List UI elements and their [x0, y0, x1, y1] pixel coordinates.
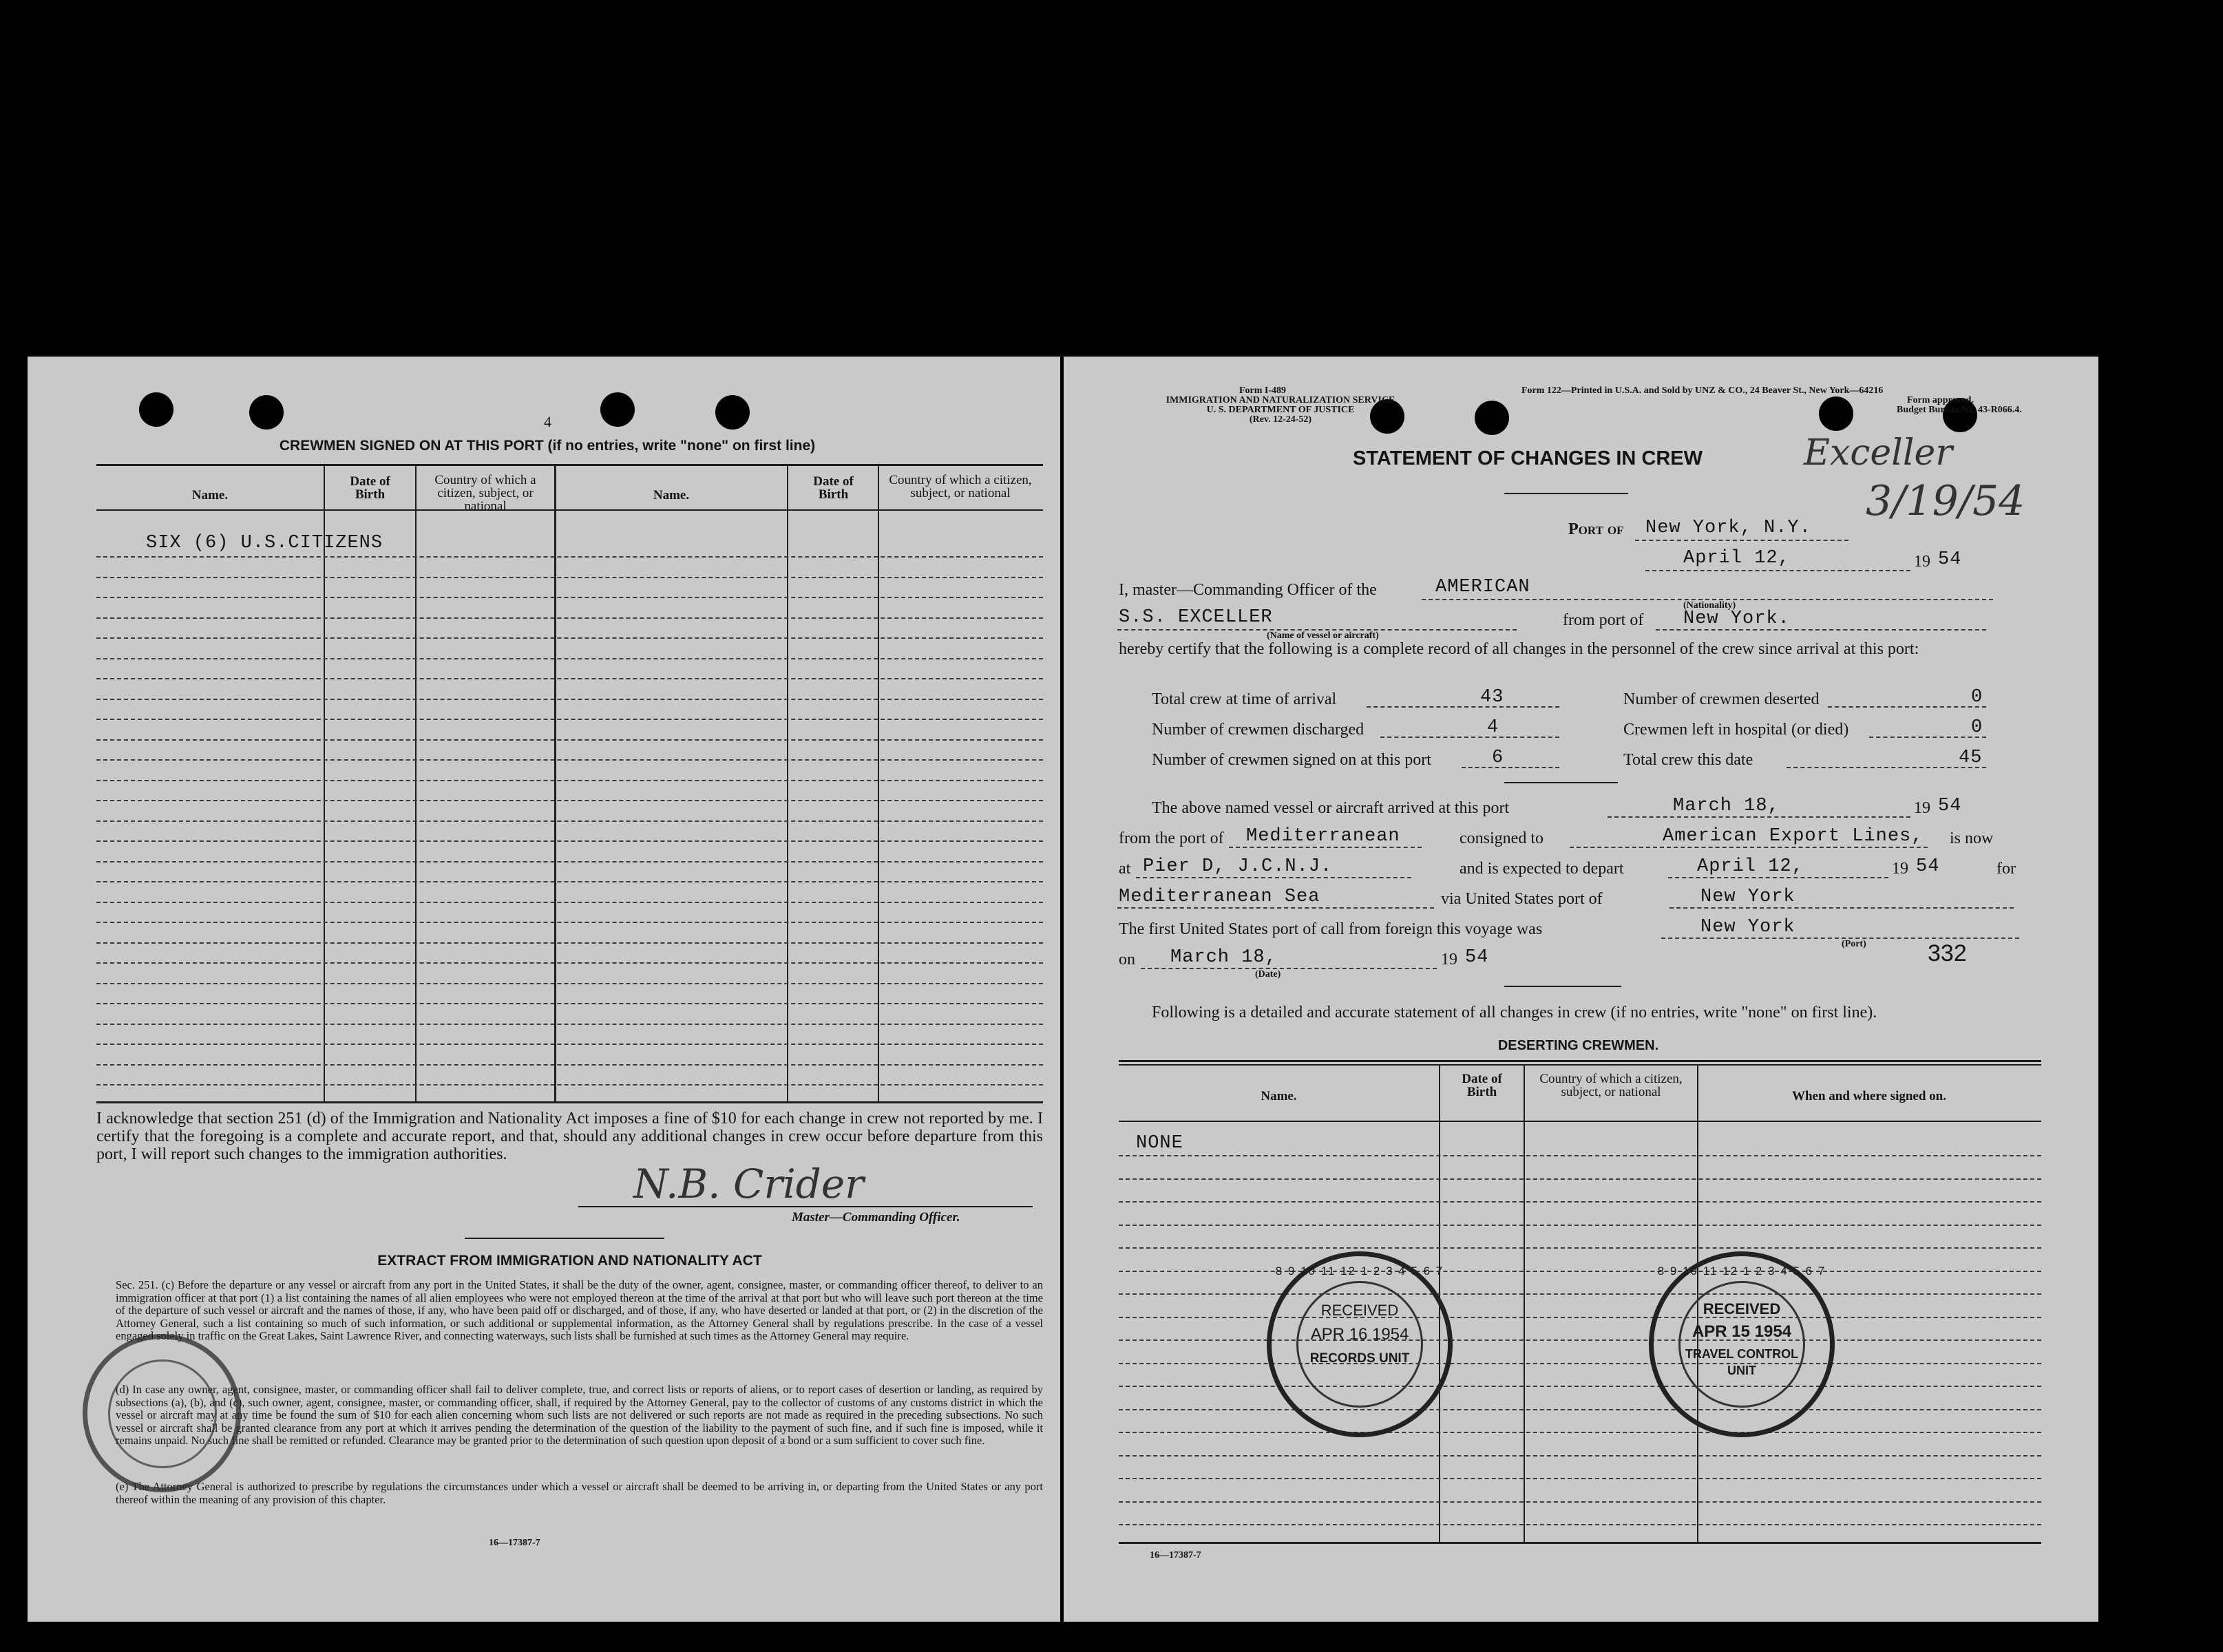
fill-line [1668, 877, 1888, 878]
depart-year: 54 [1916, 856, 1940, 877]
fill-line [1656, 629, 1986, 631]
arrived-value: March 18, [1673, 796, 1780, 816]
signature-caption: Master—Commanding Officer. [792, 1210, 960, 1225]
received-stamp-travel-control [1649, 1251, 1835, 1437]
fill-line [1462, 767, 1559, 768]
stamp-ring: 8 9 10 11 12 1 2 3 4 5 6 7 [1657, 1264, 1826, 1278]
year-prefix: 19 [1892, 860, 1908, 878]
count-label: Crewmen left in hospital (or died) [1623, 721, 1849, 739]
col-header-dob: Date of Birth [813, 474, 854, 502]
table-rule [1119, 1542, 2041, 1544]
row-rule [96, 820, 1043, 822]
is-now-label: is now [1950, 829, 1994, 847]
row-rule [1119, 1155, 2041, 1156]
divider [1504, 782, 1618, 783]
col-header-country: Country of which a citizen, subject, or national [889, 473, 1032, 500]
fill-line [1828, 706, 1986, 708]
on-value: March 18, [1170, 947, 1277, 968]
col-header-name: Name. [1261, 1089, 1297, 1103]
count-label: Number of crewmen signed on at this port [1152, 751, 1431, 769]
row-rule [1119, 1524, 2041, 1525]
fill-line [1669, 907, 2014, 909]
count-value: 6 [1492, 748, 1504, 768]
row-rule [1119, 1178, 2041, 1180]
signature-line [578, 1206, 1033, 1207]
agency-line: U. S. DEPARTMENT OF JUSTICE [1206, 405, 1355, 415]
left-page [28, 357, 1060, 1622]
count-label: Total crew at time of arrival [1152, 690, 1337, 708]
handwritten-vessel-name: Exceller [1804, 432, 1953, 474]
row-rule [96, 658, 1043, 659]
row-rule [96, 840, 1043, 842]
count-label: Total crew this date [1623, 751, 1753, 769]
form-code: 16—17387-7 [1150, 1550, 1201, 1560]
row-rule [1119, 1271, 2041, 1272]
arrived-year: 54 [1938, 796, 1962, 816]
row-rule [96, 739, 1043, 741]
row-rule [1119, 1432, 2041, 1433]
stamp-line: RECORDS UNIT [1309, 1351, 1410, 1366]
handwritten-date: 3/19/54 [1866, 477, 2025, 525]
table-rule [1524, 1064, 1525, 1542]
table-rule [554, 464, 556, 1101]
agency-line: IMMIGRATION AND NATURALIZATION SERVICE [1166, 395, 1395, 405]
row-rule [96, 617, 1043, 619]
fill-line [1645, 570, 1910, 571]
form-id: Form I-489 [1239, 385, 1287, 396]
fill-line [1570, 847, 1928, 848]
row-rule [1119, 1455, 2041, 1457]
date-value: April 12, [1683, 548, 1790, 569]
row-rule [96, 902, 1043, 903]
stamp-line: TRAVEL CONTROL [1685, 1347, 1799, 1361]
at-label: at [1119, 860, 1131, 878]
row-rule [96, 637, 1043, 639]
master-label: I, master—Commanding Officer of the [1119, 581, 1377, 599]
from-port-value: New York. [1683, 608, 1790, 629]
year-prefix: 19 [1914, 553, 1930, 571]
row-rule [96, 1024, 1043, 1025]
row-rule [1119, 1478, 2041, 1479]
printer-line: Form 122—Printed in U.S.A. and Sold by UNZ & CO., 24 Beaver St., New York—64216 [1521, 385, 1884, 396]
port-label: Port of [1568, 520, 1624, 538]
count-value: 0 [1971, 687, 1983, 708]
row-rule [96, 780, 1043, 781]
budget-line: Budget Bureau No. 43-R066.4. [1897, 405, 2022, 415]
via-label: via United States port of [1441, 890, 1603, 908]
row-rule [96, 1003, 1043, 1004]
count-label: Number of crewmen discharged [1152, 721, 1365, 739]
row-rule [1119, 1409, 2041, 1410]
row-rule [1119, 1201, 2041, 1203]
extract-title: EXTRACT FROM IMMIGRATION AND NATIONALITY ACT [377, 1253, 762, 1269]
row-rule [96, 983, 1043, 984]
following-text: Following is a detailed and accurate statement of all changes in crew (if no entries, write "none" on first line). [1152, 1004, 1877, 1021]
row-rule [1119, 1501, 2041, 1503]
row-rule [1119, 1363, 2041, 1364]
vessel-caption: (Name of vessel or aircraft) [1267, 631, 1379, 641]
extract-paragraph: (e) The Attorney General is authorized to prescribe by regulations the circumstances under which a vessel or aircraft shall be deemed to be arriving in, or departing from the United States or any port thereof within the meaning of any provision of this chapter. [116, 1480, 1043, 1506]
via-value: New York [1700, 887, 1795, 907]
year-prefix: 19 [1914, 799, 1930, 817]
row-rule [96, 881, 1043, 882]
stamp-ring: 8 9 10 11 12 1 2 3 4 5 6 7 [1275, 1264, 1444, 1278]
fill-line [1117, 907, 1434, 909]
master-signature: N.B. Crider [633, 1161, 864, 1207]
port-value: New York, N.Y. [1645, 518, 1811, 538]
right-page [1064, 357, 2098, 1622]
row-rule [96, 759, 1043, 761]
extract-paragraph: (d) In case any owner, agent, consignee, master, or commanding officer shall fail to deliver complete, true, and correct lists or reports of aliens, or to report cases of desertion or landing, as required by subsections (a), (b), and (c), such owner, agent, consignee, master, or commanding officer, shall, if required by the Attorney General, pay to the collector of customs of any customs district in which the vessel or aircraft may at any time be found the sum of $10 for each alien concerning whom such lists are not delivered or such reports are not made as required in the preceding subsections. No such vessel or aircraft shall be granted clearance from any port at which it arrives pending the determination of the question of the liability to the payment of such fine, and if such fine is imposed, while it remains unpaid. No such fine shall be remitted or refunded. Clearance may be granted prior to the determination of such question upon deposit of a bond or a sum sufficient to cover such fine. [116, 1383, 1043, 1447]
from-port-of-value: Mediterranean [1246, 826, 1400, 847]
count-value: 4 [1487, 717, 1499, 738]
year-value: 54 [1938, 549, 1962, 570]
row-rule [1119, 1247, 2041, 1249]
col-header-when-where: When and where signed on. [1791, 1089, 1946, 1103]
form-code: 16—17387-7 [489, 1538, 540, 1548]
row-rule [96, 942, 1043, 944]
col-header-country: Country of which a citizen, subject, or national [434, 473, 536, 513]
divider [1504, 986, 1621, 987]
fill-line [1787, 767, 1986, 768]
stamp-line: RECEIVED [1703, 1300, 1781, 1317]
on-label: on [1119, 951, 1135, 968]
table-row: NONE [1136, 1133, 1183, 1154]
row-rule [96, 597, 1043, 598]
row-rule [1119, 1317, 2041, 1318]
stamp-line: RECEIVED [1320, 1302, 1399, 1319]
row-rule [96, 1044, 1043, 1045]
table-rule [787, 464, 788, 1101]
row-rule [96, 861, 1043, 862]
count-value: 43 [1480, 687, 1504, 708]
destination-value: Mediterranean Sea [1119, 887, 1320, 907]
table-rule [1119, 1060, 2041, 1062]
table-rule [324, 464, 325, 1101]
row-rule [96, 577, 1043, 578]
nationality-value: AMERICAN [1435, 577, 1530, 597]
agency-line: (Rev. 12-24-52) [1249, 414, 1312, 425]
fill-line [1635, 540, 1848, 541]
stamp-line: APR 16 1954 [1310, 1325, 1409, 1344]
punch-hole [139, 392, 173, 427]
count-value: 45 [1959, 748, 1983, 768]
code-332: 332 [1928, 940, 1967, 966]
received-stamp-records-unit [1267, 1251, 1453, 1437]
year-prefix: 19 [1441, 951, 1457, 968]
divider [465, 1238, 664, 1239]
table-rule [415, 464, 417, 1101]
col-header-dob: Date of Birth [350, 474, 390, 502]
first-port-label: The first United States port of call from foreign this voyage was [1119, 920, 1543, 938]
col-header-dob: Date of Birth [1462, 1072, 1502, 1099]
stamp-line: UNIT [1727, 1364, 1756, 1377]
fill-line [1661, 938, 2019, 939]
col-header-name: Name. [653, 488, 690, 502]
col-header-country: Country of which a citizen, subject, or national [1539, 1072, 1683, 1099]
table-rule [96, 464, 1043, 466]
row-rule [1119, 1293, 2041, 1295]
deserting-title: DESERTING CREWMEN. [1497, 1038, 1659, 1053]
row-rule [96, 800, 1043, 801]
row-rule [96, 962, 1043, 964]
budget-line: Form approved. [1907, 395, 1974, 405]
page-number: 4 [544, 413, 551, 430]
punch-hole [600, 392, 635, 427]
table-rule [96, 509, 1043, 511]
crewmen-signed-on-title: CREWMEN SIGNED ON AT THIS PORT (if no entries, write "none" on first line) [279, 438, 816, 454]
date-caption: (Date) [1255, 969, 1281, 979]
port-caption: (Port) [1842, 939, 1866, 949]
fill-line [1229, 847, 1422, 848]
on-year: 54 [1465, 947, 1489, 968]
table-rule [878, 464, 879, 1101]
acknowledgement-text: I acknowledge that section 251 (d) of the Immigration and Nationality Act imposes a fine of $10 for each change in crew not reported by me. I certify that the foregoing is a complete and accurate report, and that, should any additional changes in crew occur before departure from this port, I will report such changes to the immigration authorities. [96, 1110, 1043, 1163]
punch-hole [715, 395, 750, 430]
at-value: Pier D, J.C.N.J. [1143, 856, 1333, 877]
row-rule [1119, 1225, 2041, 1226]
fill-line [1869, 737, 1986, 738]
table-rule [1119, 1121, 2041, 1122]
from-port-label: from port of [1563, 611, 1644, 629]
for-label: for [1997, 860, 2016, 878]
from-port-of-label: from the port of [1119, 829, 1224, 847]
form-title: STATEMENT OF CHANGES IN CREW [1353, 447, 1703, 469]
certify-text: hereby certify that the following is a complete record of all changes in the personnel of the crew since arrival at this port: [1119, 640, 1919, 658]
first-port-value: New York [1700, 917, 1795, 938]
depart-value: April 12, [1697, 856, 1804, 877]
row-rule [96, 719, 1043, 720]
punch-hole [1819, 396, 1853, 431]
row-rule [1119, 1339, 2041, 1341]
divider [1504, 493, 1628, 494]
stamp-line: APR 15 1954 [1692, 1322, 1792, 1341]
row-rule [1119, 1386, 2041, 1387]
extract-paragraph: Sec. 251. (c) Before the departure or any vessel or aircraft from any port in the United States, it shall be the duty of the owner, agent, consignee, master, or commanding officer thereof, to deliver to an immigration officer at that port (1) a list containing the names of all alien employees who were not employed thereon at the time of the arrival at that port but who will leave such port thereon at the time of the departure of such vessel or aircraft and the names of those, if any, who have been paid off or discharged, and of those, if any, who have deserted or landed at that port, or (2) in the discretion of the Attorney General, such a list containing so much of such information, or such additional or supplemental information, as the Attorney General shall by regulations prescribe. In the case of a vessel engaged solely in traffic on the Great Lakes, Saint Lawrence River, and connecting waterways, such lists shall be furnished at such times as the Attorney General may require. [116, 1278, 1043, 1342]
table-rule [1119, 1064, 2041, 1066]
consigned-label: consigned to [1460, 829, 1544, 847]
fill-line [1380, 737, 1559, 738]
depart-label: and is expected to depart [1460, 860, 1624, 878]
col-header-name: Name. [191, 488, 229, 502]
fill-line [1136, 877, 1411, 878]
consigned-value: American Export Lines, [1663, 826, 1924, 847]
row-rule [96, 699, 1043, 700]
arrived-label: The above named vessel or aircraft arrived at this port [1152, 799, 1510, 817]
punch-hole [249, 395, 284, 430]
table-rule [96, 1101, 1043, 1103]
row-rule [96, 556, 1043, 558]
fill-line [1141, 968, 1437, 969]
row-rule [96, 1064, 1043, 1066]
row-rule [96, 1084, 1043, 1086]
table-row: SIX (6) U.S.CITIZENS [146, 533, 383, 553]
received-stamp-partial [83, 1334, 241, 1492]
punch-hole [1475, 401, 1509, 435]
fill-line [1367, 706, 1559, 708]
count-label: Number of crewmen deserted [1623, 690, 1820, 708]
row-rule [96, 678, 1043, 679]
fill-line [1608, 816, 1910, 818]
count-value: 0 [1971, 717, 1983, 738]
vessel-value: S.S. EXCELLER [1119, 607, 1273, 628]
row-rule [96, 922, 1043, 923]
nationality-caption: (Nationality) [1683, 600, 1736, 611]
